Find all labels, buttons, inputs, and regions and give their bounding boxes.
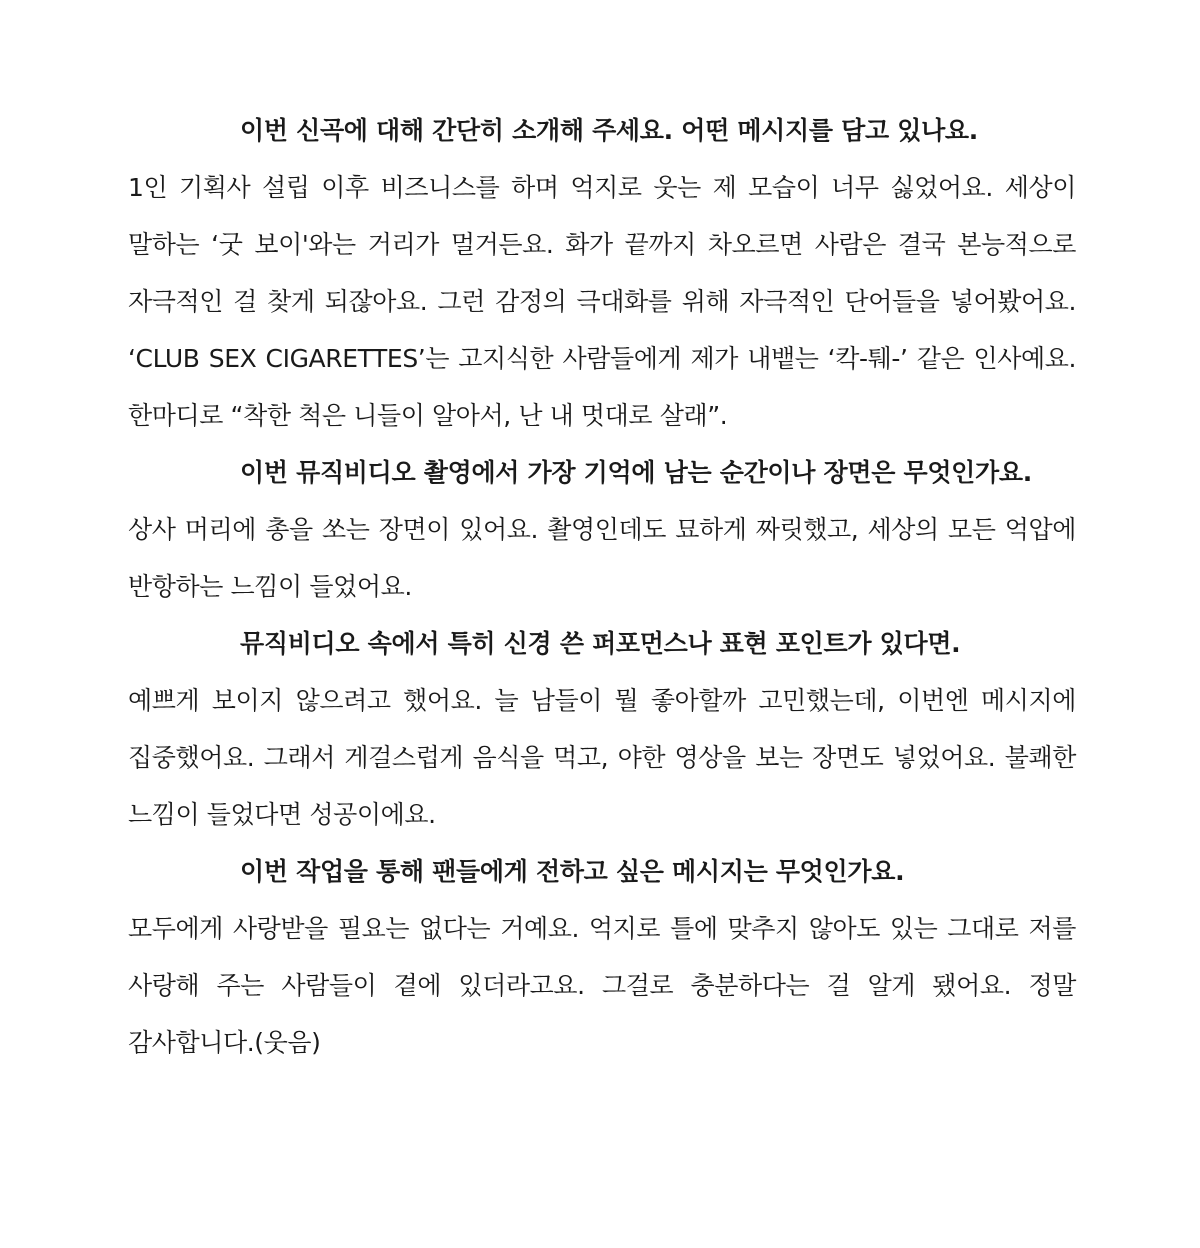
interview-question: 뮤직비디오 속에서 특히 신경 쓴 퍼포먼스나 표현 포인트가 있다면. xyxy=(240,629,961,658)
qa-block xyxy=(128,102,1076,444)
interview-answer: 상사 머리에 총을 쏘는 장면이 있어요. 촬영인데도 묘하게 짜릿했고, 세상의 모든 억압에 반항하는 느낌이 들었어요. xyxy=(128,515,1076,601)
interview-answer: 모두에게 사랑받을 필요는 없다는 거예요. 억지로 틀에 맞추지 않아도 있는 그대로 저를 사랑해 주는 사람들이 곁에 있더라고요. 그걸로 충분하다는 걸 알게 됐어요. 정말 감사합니다.(웃음) xyxy=(128,914,1076,1057)
qa-block xyxy=(128,615,1076,843)
interview-question: 이번 신곡에 대해 간단히 소개해 주세요. 어떤 메시지를 담고 있나요. xyxy=(240,116,978,145)
interview-article xyxy=(128,102,1076,1071)
interview-question: 이번 작업을 통해 팬들에게 전하고 싶은 메시지는 무엇인가요. xyxy=(240,857,905,886)
qa-block xyxy=(128,444,1076,615)
interview-answer: 예쁘게 보이지 않으려고 했어요. 늘 남들이 뭘 좋아할까 고민했는데, 이번엔 메시지에 집중했어요. 그래서 게걸스럽게 음식을 먹고, 야한 영상을 보는 장면도 넣었어요. 불쾌한 느낌이 들었다면 성공이에요. xyxy=(128,686,1076,829)
interview-answer: 1인 기획사 설립 이후 비즈니스를 하며 억지로 웃는 제 모습이 너무 싫었어요. 세상이 말하는 ‘굿 보이'와는 거리가 멀거든요. 화가 끝까지 차오르면 사람은 결국 본능적으로 자극적인 걸 찾게 되잖아요. 그런 감정의 극대화를 위해 자극적인 단어들을 넣어봤어요. ‘CLUB SEX CIGARETTES’는 고지식한 사람들에게 제가 내뱉는 ‘칵-퉤-’ 같은 인사예요. 한마디로 “착한 척은 니들이 알아서, 난 내 멋대로 살래”. xyxy=(128,173,1076,430)
interview-question: 이번 뮤직비디오 촬영에서 가장 기억에 남는 순간이나 장면은 무엇인가요. xyxy=(240,458,1032,487)
qa-block xyxy=(128,843,1076,1071)
